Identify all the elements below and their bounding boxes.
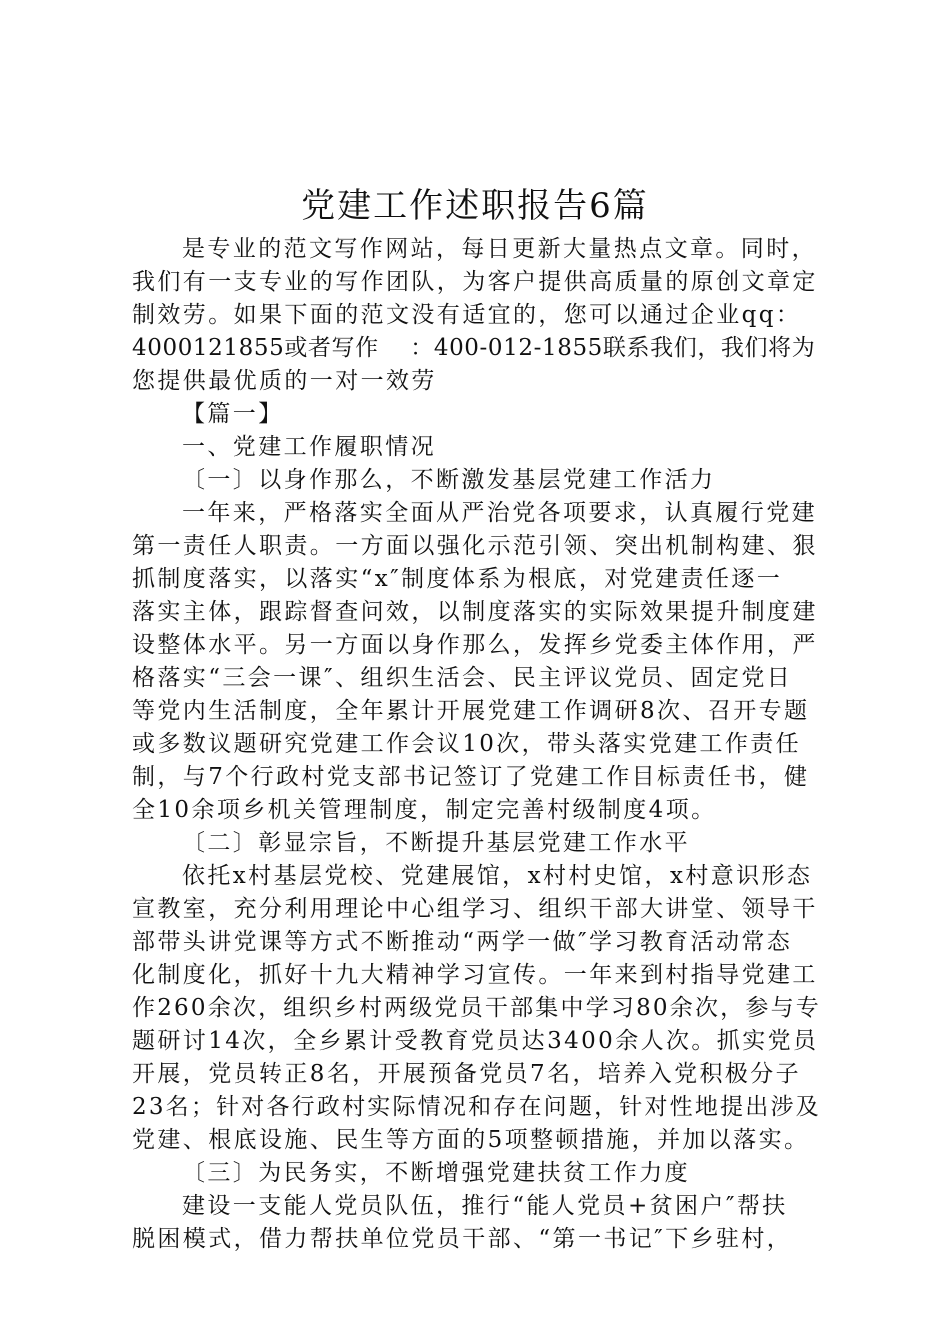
text-line: 格落实“三会一课″、组织生活会、民主评议党员、固定党日 [132, 665, 793, 691]
text-line: 〔三〕为民务实，不断增强党建扶贫工作力度 [182, 1160, 690, 1186]
text-line: 部带头讲党课等方式不断推动“两学一做″学习教育活动常态 [132, 929, 793, 955]
text-line: 题研讨14次，全乡累计受教育党员达3400余人次。抓实党员 [132, 1028, 819, 1054]
text-line: 23名；针对各行政村实际情况和存在问题，针对性地提出涉及 [132, 1094, 821, 1120]
text-line: 落实主体，跟踪督查问效，以制度落实的实际效果提升制度建 [132, 599, 818, 625]
text-line: 4000121855或者写作 ：400-012-1855联系我们，我们将为 [132, 335, 816, 361]
text-line: 宣教室，充分利用理论中心组学习、组织干部大讲堂、领导干 [132, 896, 818, 922]
text-line: 您提供最优质的一对一效劳 [132, 368, 437, 394]
text-line: 全10余项乡机关管理制度，制定完善村级制度4项。 [132, 797, 717, 823]
text-line: 党建、根底设施、民生等方面的5项整顿措施，并加以落实。 [132, 1127, 810, 1153]
text-line: 第一责任人职责。一方面以强化示范引领、突出机制构建、狠 [132, 533, 818, 559]
text-line: 是专业的范文写作网站，每日更新大量热点文章。同时， [182, 236, 817, 262]
text-line: 脱困模式，借力帮扶单位党员干部、“第一书记″下乡驻村， [132, 1226, 793, 1252]
text-line: 一、党建工作履职情况 [182, 434, 436, 460]
text-line: 【篇一】 [182, 401, 284, 427]
text-line: 依托x村基层党校、党建展馆，x村村史馆，x村意识形态 [182, 863, 813, 889]
text-line: 抓制度落实，以落实“x″制度体系为根底，对党建责任逐一 [132, 566, 783, 592]
text-line: 〔一〕以身作那么，不断激发基层党建工作活力 [182, 467, 716, 493]
text-line: 开展，党员转正8名，开展预备党员7名，培养入党积极分子 [132, 1061, 802, 1087]
text-line: 〔二〕彰显宗旨，不断提升基层党建工作水平 [182, 830, 690, 856]
text-line: 建设一支能人党员队伍，推行“能人党员+贫困户″帮扶 [182, 1193, 788, 1219]
text-line: 制，与7个行政村党支部书记签订了党建工作目标责任书，健 [132, 764, 810, 790]
text-line: 或多数议题研究党建工作会议10次，带头落实党建工作责任 [132, 731, 802, 757]
text-line: 一年来，严格落实全面从严治党各项要求，认真履行党建 [182, 500, 817, 526]
document-body [132, 233, 822, 1256]
document-title: 党建工作述职报告6篇 [301, 186, 649, 226]
text-line: 我们有一支专业的写作团队，为客户提供高质量的原创文章定 [132, 269, 818, 295]
text-line: 制效劳。如果下面的范文没有适宜的，您可以通过企业qq： [132, 302, 802, 328]
text-line: 作260余次，组织乡村两级党员干部集中学习80余次，参与专 [132, 995, 821, 1021]
text-line: 化制度化，抓好十九大精神学习宣传。一年来到村指导党建工 [132, 962, 818, 988]
text-line: 设整体水平。另一方面以身作那么，发挥乡党委主体作用，严 [132, 632, 818, 658]
text-line: 等党内生活制度，全年累计开展党建工作调研8次、召开专题 [132, 698, 810, 724]
